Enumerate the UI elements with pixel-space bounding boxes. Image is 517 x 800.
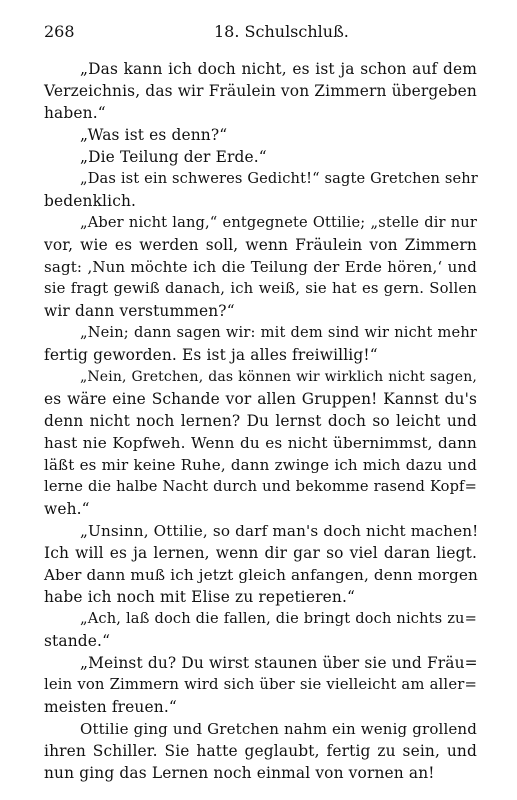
text-line: stande.“ (44, 632, 111, 650)
page-number: 268 (44, 22, 75, 41)
text-line: es wäre eine Schande vor allen Gruppen! Kannst du's (44, 390, 477, 408)
body-text (44, 58, 477, 784)
text-line: läßt es mir keine Ruhe, dann zwinge ich mich dazu und (44, 456, 477, 474)
page-header (44, 22, 477, 48)
text-line: lein von Zimmern wird sich über sie vielleicht am aller= (44, 676, 477, 693)
text-line: „Das kann ich doch nicht, es ist ja schon auf dem (80, 60, 477, 78)
text-line: „Aber nicht lang,“ entgegnete Ottilie; „stelle dir nur (80, 214, 477, 231)
text-line: „Die Teilung der Erde.“ (80, 148, 267, 166)
text-line: hast nie Kopfweh. Wenn du es nicht übernimmst, dann (44, 434, 477, 452)
text-line: weh.“ (44, 500, 90, 518)
text-line: fertig geworden. Es ist ja alles freiwillig!“ (44, 346, 378, 364)
text-line: sagt: ‚Nun möchte ich die Teilung der Erde hören,‘ und (44, 258, 477, 276)
text-line: „Was ist es denn?“ (80, 126, 228, 144)
text-line: Aber dann muß ich jetzt gleich anfangen, denn morgen (44, 566, 478, 584)
text-line: „Nein; dann sagen wir: mit dem sind wir nicht mehr (80, 324, 477, 341)
text-line: „Das ist ein schweres Gedicht!“ sagte Gretchen sehr (80, 170, 478, 187)
text-line: wir dann verstummen?“ (44, 302, 235, 320)
text-line: Ich will es ja lernen, wenn dir gar so viel daran liegt. (44, 544, 477, 562)
text-line: „Ach, laß doch die fallen, die bringt doch nichts zu= (80, 610, 477, 627)
running-head: 18. Schulschluß. (214, 22, 349, 41)
text-line: haben.“ (44, 104, 106, 122)
text-line: habe ich noch mit Elise zu repetieren.“ (44, 588, 356, 606)
text-line: ihren Schiller. Sie hatte geglaubt, fertig zu sein, und (44, 742, 477, 760)
text-line: bedenklich. (44, 192, 137, 210)
text-line: nun ging das Lernen noch einmal von vornen an! (44, 764, 435, 782)
text-line: Verzeichnis, das wir Fräulein von Zimmern übergeben (44, 82, 477, 100)
text-line: sie fragt gewiß danach, ich weiß, sie hat es gern. Sollen (44, 280, 477, 297)
text-line: lerne die halbe Nacht durch und bekomme rasend Kopf= (44, 478, 477, 495)
text-line: vor, wie es werden soll, wenn Fräulein von Zimmern (44, 236, 477, 254)
text-line: Ottilie ging und Gretchen nahm ein wenig grollend (80, 720, 477, 738)
text-line: denn nicht noch lernen? Du lernst doch so leicht und (44, 412, 477, 430)
text-line: „Nein, Gretchen, das können wir wirklich nicht sagen, (80, 369, 477, 385)
text-line: „Unsinn, Ottilie, so darf man's doch nicht machen! (80, 522, 479, 540)
text-line: meisten freuen.“ (44, 698, 177, 716)
text-line: „Meinst du? Du wirst staunen über sie und Fräu= (80, 654, 478, 672)
